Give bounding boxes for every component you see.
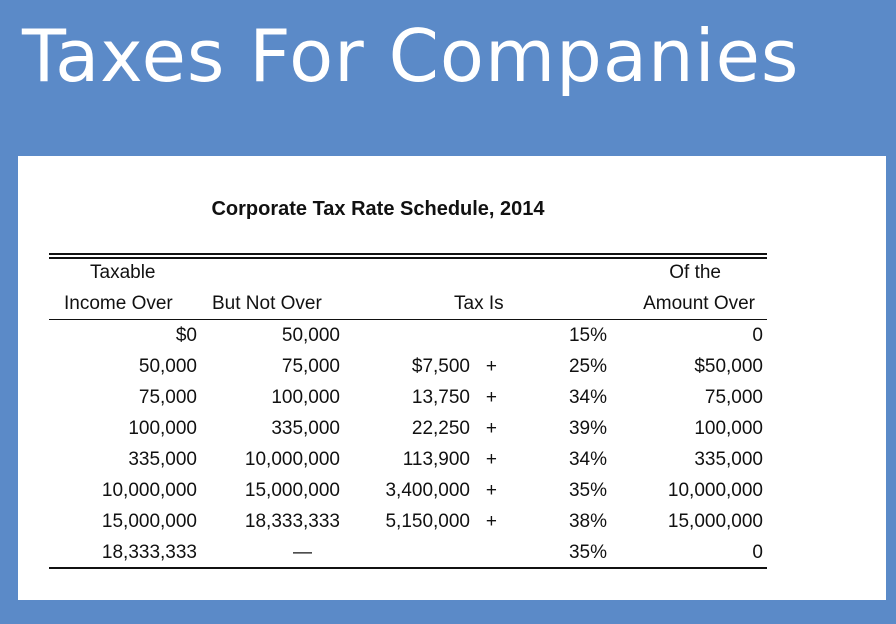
tax-base-cell: 3,400,000 — [385, 480, 470, 501]
but-not-over-cell: 75,000 — [281, 356, 340, 377]
tax-base-cell: 22,250 — [411, 418, 470, 439]
rate-cell: 15% — [568, 325, 607, 346]
but-not-over-cell: 18,333,333 — [244, 511, 340, 532]
income-over-cell: 18,333,333 — [101, 542, 197, 563]
tax-base-cell: 5,150,000 — [385, 511, 470, 532]
table-bottom-rule — [49, 567, 767, 569]
table-top-rule — [49, 253, 767, 255]
but-not-over-cell: 10,000,000 — [244, 449, 340, 470]
rate-cell: 35% — [568, 480, 607, 501]
tax-base-cell: $7,500 — [411, 356, 470, 377]
header-rule — [49, 319, 767, 320]
amount-over-cell: 335,000 — [694, 449, 763, 470]
plus-sign-cell: + — [485, 480, 497, 501]
table-top-rule-inner — [49, 257, 767, 259]
header-tax-is: Tax Is — [454, 293, 504, 314]
plus-sign-cell: + — [485, 418, 497, 439]
header-amount-over-line2: Amount Over — [643, 293, 755, 314]
income-over-cell: 75,000 — [138, 387, 197, 408]
income-over-cell: $0 — [175, 325, 197, 346]
plus-sign-cell: + — [485, 356, 497, 377]
tax-base-cell: 13,750 — [411, 387, 470, 408]
income-over-cell: 335,000 — [128, 449, 197, 470]
tax-base-cell: 113,900 — [402, 449, 470, 470]
but-not-over-cell: 335,000 — [271, 418, 340, 439]
but-not-over-cell: 15,000,000 — [244, 480, 340, 501]
amount-over-cell: 10,000,000 — [667, 480, 763, 501]
slide-title: Taxes For Companies — [22, 14, 800, 98]
amount-over-cell: 75,000 — [704, 387, 763, 408]
rate-cell: 34% — [568, 387, 607, 408]
header-income-over-line1: Taxable — [90, 262, 156, 283]
rate-cell: 35% — [568, 542, 607, 563]
table-title: Corporate Tax Rate Schedule, 2014 — [211, 198, 545, 220]
rate-cell: 34% — [568, 449, 607, 470]
amount-over-cell: 0 — [752, 542, 763, 563]
plus-sign-cell: + — [485, 387, 497, 408]
amount-over-cell: $50,000 — [694, 356, 763, 377]
but-not-over-cell: 50,000 — [281, 325, 340, 346]
amount-over-cell: 100,000 — [694, 418, 763, 439]
income-over-cell: 15,000,000 — [101, 511, 197, 532]
income-over-cell: 10,000,000 — [101, 480, 197, 501]
income-over-cell: 50,000 — [138, 356, 197, 377]
header-but-not-over: But Not Over — [212, 293, 322, 314]
amount-over-cell: 0 — [752, 325, 763, 346]
rate-cell: 38% — [568, 511, 607, 532]
table-panel — [18, 156, 886, 600]
rate-cell: 39% — [568, 418, 607, 439]
but-not-over-cell: — — [293, 542, 312, 563]
header-income-over-line2: Income Over — [64, 293, 173, 314]
income-over-cell: 100,000 — [128, 418, 197, 439]
amount-over-cell: 15,000,000 — [667, 511, 763, 532]
plus-sign-cell: + — [485, 449, 497, 470]
rate-cell: 25% — [568, 356, 607, 377]
header-amount-over-line1: Of the — [669, 262, 721, 283]
plus-sign-cell: + — [485, 511, 497, 532]
but-not-over-cell: 100,000 — [271, 387, 340, 408]
